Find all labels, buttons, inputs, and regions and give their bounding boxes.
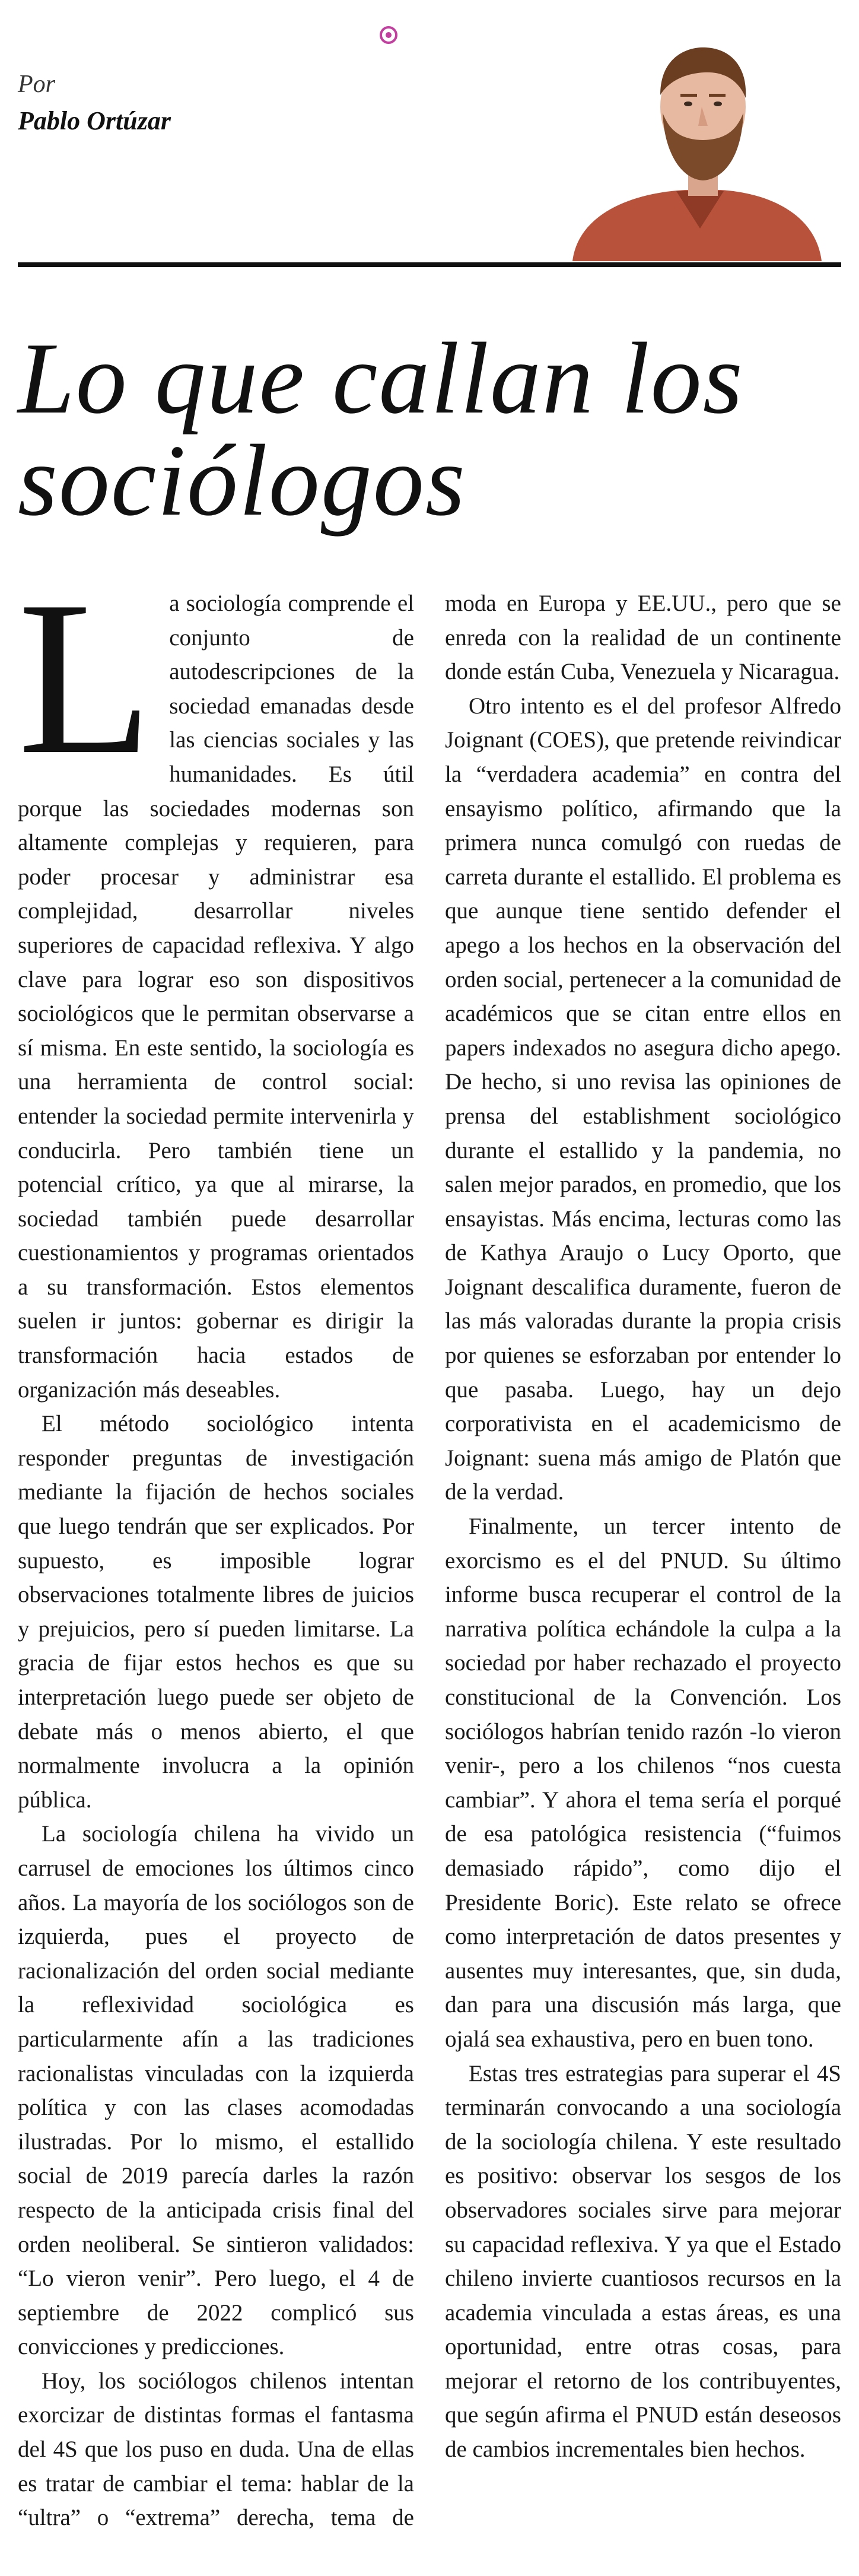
- paragraph-7: Estas tres estrategias para superar el 4S terminarán convocando a una sociología de la sociología chilena. Y este resultado es positivo: observar los sesgos de los observadores sociales sirve para mejorar su capacidad reflexiva. Y ya que el Estado chileno invierte cuantiosos recursos en la academia vinculada a estas áreas, es una oportunidad, entre otras cosas, para mejorar el retorno de los contribuyentes, que según afirma el PNUD están deseosos de cambios incrementales bien hechos.: [445, 2060, 841, 2463]
- byline-author: Pablo Ortúzar: [18, 106, 171, 135]
- paragraph-1: [18, 556, 414, 1407]
- author-portrait: [567, 24, 828, 261]
- paragraph-4: Hoy, los sociólogos chilenos intentan exorcizar de distintas formas el fantasma del 4S que los puso en duda. Una de ellas es tratar de cambiar el tema: hablar de la “ultra” o “extrema” derecha, tema de moda en Europa y EE.UU., pero que se enreda con la realidad de un continente donde están Cuba, Venezuela y Nicaragua.: [18, 591, 841, 2531]
- paragraph-3: La sociología chilena ha vivido un carrusel de emociones los últimos cinco años. La mayoría de los sociólogos son de izquierda, pues el proyecto de racionalización del orden social mediante la reflexividad sociológica es particularmente afín a las tradiciones racionalistas vinculadas con la izquierda política y con las clases acomodadas ilustradas. Por lo mismo, el estallido social de 2019 parecía darles la razón respecto de la anticipada crisis final del orden neoliberal. Se sintieron validados: “Lo vieron venir”. Pero luego, el 4 de septiembre de 2022 complicó sus convicciones y predicciones.: [18, 1821, 414, 2360]
- drop-cap: L: [18, 556, 153, 800]
- circle-mark-icon: [380, 26, 397, 44]
- header-rule: [18, 262, 841, 267]
- byline-label: Por: [18, 71, 55, 98]
- article-body: [18, 556, 841, 2563]
- paragraph-5: Otro intento es el del profesor Alfredo Joignant (COES), que pretende reivindicar la “verdadera academia” en contra del ensayismo político, afirmando que la primera nunca comulgó con ruedas de carreta durante el estallido. El problema es que aunque tiene sentido defender el apego a los hechos en la observación del orden social, pertenecer a la comunidad de académicos que se citan entre ellos en papers indexados no asegura dicho apego. De hecho, si uno revisa las opiniones de prensa del establishment sociológico durante el estallido y la pandemia, no salen mejor parados, en promedio, que los ensayistas. Más encima, lecturas como las de Kathya Araujo o Lucy Oporto, que Joignant descalifica duramente, fueron de las más valoradas durante la propia crisis por quienes se esforzaban por entender lo que pasaba. Luego, hay un dejo corporativista en el academicismo de Joignant: suena más amigo de Platón que de la verdad.: [445, 693, 841, 1505]
- paragraph-2: El método sociológico intenta responder preguntas de investigación mediante la fijación de hechos sociales que luego tendrán que ser explicados. Por supuesto, es imposible lograr observaciones totalmente libres de juicios y prejuicios, pero sí pueden limitarse. La gracia de fijar estos hechos es que su interpretación luego puede ser objeto de debate más o menos abierto, el que normalmente involucra a la opinión pública.: [18, 1411, 414, 1813]
- paragraph-6: Finalmente, un tercer intento de exorcismo es el del PNUD. Su último informe busca recuperar el control de la narrativa política echándole la culpa a la sociedad por haber rechazado el proyecto constitucional de la Convención. Los sociólogos habrían tenido razón -lo vieron venir-, pero a los chilenos “nos cuesta cambiar”. Y ahora el tema sería el porqué de esa patológica resistencia (“fuimos demasiado rápido”, como dijo el Presidente Boric). Este relato se ofrece como interpretación de datos presentes y ausentes muy interesantes, que, sin duda, dan para una discusión más larga, que ojalá sea exhaustiva, pero en buen tono.: [445, 1514, 841, 2052]
- paragraph-1-text: a sociología comprende el conjunto de autodescripciones de la sociedad emanadas desde las ciencias sociales y las humanidades. Es útil porque las sociedades modernas son altamente complejas y requieren, para poder procesar y administrar esa complejidad, desarrollar niveles superiores de capacidad reflexiva. Y algo clave para lograr eso son dispositivos sociológicos que le permitan observarse a sí misma. En este sentido, la sociología es una herramienta de control social: entender la sociedad permite intervenirla y conducirla. Pero también tiene un potencial crítico, ya que al mirarse, la sociedad también puede desarrollar cuestionamientos y programas orientados a su transformación. Estos elementos suelen ir juntos: gobernar es dirigir la transformación hacia estados de organización más deseables.: [18, 591, 414, 1403]
- headline: Lo que callan los sociólogos: [18, 322, 744, 537]
